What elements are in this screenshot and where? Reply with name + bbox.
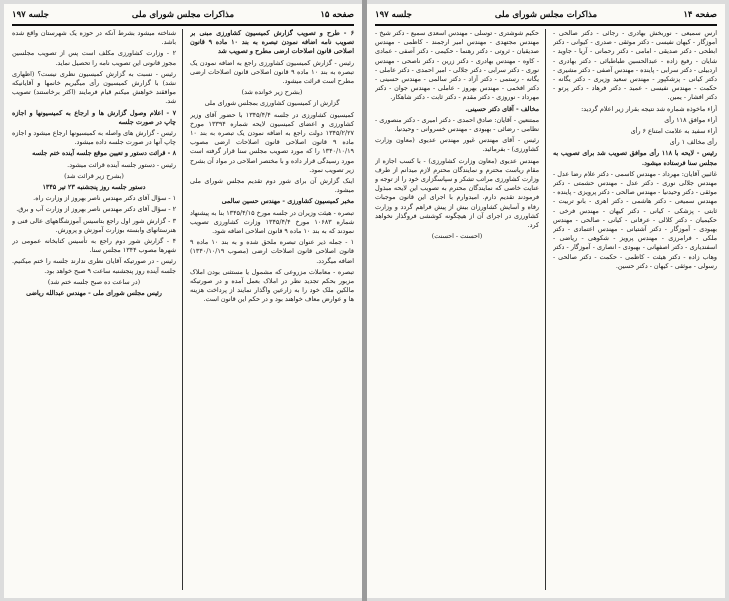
paragraph: (در ساعت ده صبح جلسه ختم شد) bbox=[47, 277, 141, 286]
paragraph: شناخته میشود بشرط آنکه در حوزه یک شهرستان واقع شده باشد. bbox=[12, 29, 176, 47]
header-rule bbox=[12, 24, 354, 26]
paragraph: آراء ماخوذه شماره شد نتیجه بقرار زیر اعلام گردید: bbox=[581, 104, 717, 113]
paragraph: مخبر کمیسیون کشاورزی - مهندس حسین سالمی bbox=[221, 197, 354, 206]
paragraph: ۲ - سؤال آقای دکتر مهندس ناصر بهروز از وزارت آب و برق. bbox=[16, 205, 176, 214]
paragraph: رأی مخالف ۱ رأی bbox=[669, 138, 717, 147]
session-number: جلسه ۱۹۷ bbox=[12, 10, 49, 20]
paragraph: ۱ - جمله ذیر عنوان تبصره ملحق شده و به بند ۱۰ ماده ۹ قانون اصلاحی قانون اصلاحات ارضی (مصوب ۱۳۴۰/۱۰/۱۹) اضافه میگردد. bbox=[190, 238, 354, 265]
paragraph: مخالف - آقای دکتر حسینی. bbox=[465, 104, 539, 113]
paragraph: ۱ - سؤال آقای دکتر مهندس ناصر بهروز از وزارت راه. bbox=[33, 194, 176, 203]
page-header bbox=[12, 10, 354, 24]
header-title: مذاکرات مجلس شورای ملی bbox=[131, 10, 235, 20]
header-rule bbox=[375, 24, 717, 26]
column-left bbox=[375, 29, 539, 592]
paragraph: رئیس - گزارش کمیسیون کشاورزی راجع به اضافه نمودن یک تبصره به بند ۱۰ ماده ۹ قانون اصلاحی قانون اصلاحات ارضی مطرح است قرائت میشود. bbox=[190, 58, 354, 86]
paragraph: (بشرح زیر قرائت شد) bbox=[64, 171, 124, 180]
paragraph: حکیم شوشتری - توسلی - مهندس اسعدی سمیع - دکتر شیخ - مهندس مجتهدی - مهندس امیر ارجمند - کاظمی - مهندس صدیقیان - ثروتی - دکتر رهنما - حکیمی - دکتر آصفی - عمادی - کاوه - مهندس بهادری - دکتر زرین - دکتر ناصحی - مهندس نوری - دکتر سرابی - دکتر جلالی - امیر احمدی - دکتر عاملی - یگانه - رستمی - دکتر آزاد - دکتر سالمی - مهندس حسینی - دکتر افخمی - مهندس بهروز - عاملی - مهندس جوان - دکتر مهرداد - نوروزی - دکتر مقدم - دکتر ثابت - دکتر شاهکار. bbox=[375, 29, 539, 102]
paragraph: ۸ - قرائت دستور و تعیین موقع جلسه آینده ختم جلسه bbox=[32, 149, 176, 158]
paragraph: کمیسیون کشاورزی در جلسه ۱۳۴۵/۴/۴ با حضور آقای وزیر کشاورزی و اعضای کمیسیون لایحه شماره ۱۳۳۹۴ مورخ ۱۳۴۵/۲/۲۷ دولت راجع به اضافه نمودن یک تبصره به بند ۱۰ ماده ۹ قانون اصلاحی قانون اصلاحات ارضی مصوب ۱۳۴۰/۱۰/۱۹ را که مورد تصویب مجلس سنا قرار گرفته است مورد رسیدگی قرار داده و با مختصر اصلاحی در مواد آن بشرح زیر تصویب نمود. bbox=[190, 110, 354, 174]
column-divider bbox=[182, 29, 183, 590]
paragraph: آراء سفید به علامت امتناع ۶ رأی bbox=[630, 127, 717, 136]
paragraph: گزارش از کمیسیون کشاورزی بمجلس شورای ملی bbox=[204, 99, 340, 108]
paragraph: غائبین آقایان: مهرداد - مهندس کاسمی - دکتر علام رضا عدل - مهندس جلالی نوری - دکتر عدل - مهندس حشمتی - دکتر موثقی - دکتر وحیدنیا - مهندس صالحی - دکتر پرویزی - پاینده - مهندس سمیعی - دکتر هاشمی - دکتر اهری - بانو تربیت - ثابتی - پزشکی - کیانی - دکتر کیهان - مهندس فرخی - حکیمیان - دکتر کلالی - عرفانی - کیانی - صالحی - مهندس بهبودی - آموزگار - دکتر آشتیانی - مهندس اعتمادی - دکتر ملکی - فرامرزی - مهندس پرویز - شکوهی - ریاضی - اسفندیاری - دکتر اصفهانی - بهبودی - انصاری - آموزگار - دکتر وهاب زاده - دکتر هیئت - کاظمی - حکمت - دکتر صالحی - رسولی - موثقی - کیهان - دکتر حسین. bbox=[553, 169, 717, 270]
paragraph: اینک گزارش آن برای شور دوم تقدیم مجلس شورای ملی میشود. bbox=[190, 177, 354, 195]
column-right bbox=[553, 29, 717, 592]
page-14 bbox=[367, 4, 725, 598]
page-header bbox=[375, 10, 717, 24]
page-number: صفحه ۱۴ bbox=[683, 10, 717, 20]
column-right bbox=[190, 29, 354, 592]
paragraph: دستور جلسه روز پنجشنبه ۲۳ تیر ۱۳۴۵ bbox=[42, 183, 146, 192]
column-left bbox=[12, 29, 176, 592]
session-number: جلسه ۱۹۷ bbox=[375, 10, 412, 20]
paragraph: رئیس - در صورتیکه آقایان نظری ندارند جلسه را ختم میکنیم. جلسه آینده روز پنجشنبه ساعت ۹ صبح خواهد بود. bbox=[12, 257, 176, 275]
paragraph: ممتنعین - آقایان: صادق احمدی - دکتر امیری - دکتر منصوری - نظامی - رضائی - بهبودی - مهندس خسروانی - وحیدنیا. bbox=[375, 115, 539, 134]
column-divider bbox=[545, 29, 546, 590]
paragraph: تبصره - هیئت وزیران در جلسه مورخ ۱۳۴۵/۴/۱۵ بنا به پیشنهاد شماره ۱۰۶۸۳ مورخ ۱۳۴۵/۴/۴ وزارت کشاورزی تصویب نمودند که به بند ۱۰ ماده ۹ قانون اصلاحی اضافه شود. bbox=[190, 208, 354, 236]
paragraph: ۷ - اعلام وصول گزارش ها و ارجاع به کمیسیونها و اجازه چاپ در صورت جلسه bbox=[12, 108, 176, 126]
paragraph: آراء موافق ۱۱۸ رأی bbox=[664, 115, 717, 124]
page-15 bbox=[4, 4, 362, 598]
paragraph: تبصره - معاملات مزروعی که مشمول یا مستثنی بودن املاک مزبور بحکم تجدید نظر در املاک بعمل آمده و در صورتیکه مالکین ملک خود را به زارعین واگذار نمایند از پرداخت هزینه ها و عوارض معاف خواهند بود و در حکم این قانون است. bbox=[190, 267, 354, 304]
paragraph: ۲ - وزارت کشاورزی مکلف است پس از تصویب مجلسین مجوز قانونی این تصویب نامه را تحصیل نماید. bbox=[12, 49, 176, 67]
paragraph: مهندس عدیوی (معاون وزارت کشاورزی) - با کسب اجازه از مقام ریاست محترم و نمایندگان محترم لازم میدانم از طرف وزارت کشاورزی مراتب تشکر و سپاسگزاری خود را از توجه و عنایت خاصی که نمایندگان محترم به تصویب این لایحه مبذول فرمودند تقدیم دارم. امیدوارم با اجرای این قانون موجبات رفاه و آسایش کشاورزان بیش از پیش فراهم گردد و وزارت کشاورزی در اجرای آن از هیچگونه کوششی فروگذار نخواهد کرد. bbox=[375, 156, 539, 230]
signature: رئیس مجلس شورای ملی - مهندس عبدالله ریاضی bbox=[26, 289, 162, 298]
paragraph: رئیس - آقای مهندس غیور مهندس عدیوی (معاون وزارت کشاورزی) - بفرمائید. bbox=[375, 136, 539, 154]
paragraph: رئیس - گزارش های واصله به کمیسیونها ارجاع میشود و اجازه چاپ آنها در صورت جلسه داده میشود. bbox=[12, 129, 176, 147]
paragraph: ۳ - گزارش شور اول راجع بتاسیس آموزشگاههای عالی فنی و هنرستانهای وابسته بوزارت آموزش و پرورش. bbox=[12, 216, 176, 234]
paragraph: (احسنت - احسنت) bbox=[431, 232, 483, 241]
paragraph: ۶ - طرح و تصویب گزارش کمیسیون کشاورزی مبنی بر تصویب نامه اضافه نمودن تبصره به بند ۱۰ ماده ۹ قانون اصلاحی قانون اصلاحات ارضی مطرح و تصویب شد bbox=[190, 29, 354, 56]
paragraph: (بشرح زیر خوانده شد) bbox=[241, 88, 303, 97]
header-title: مذاکرات مجلس شورای ملی bbox=[494, 10, 598, 20]
paragraph: رئیس - لایحه با ۱۱۸ رأی موافق تصویب شد برای تصویب به مجلس سنا فرستاده میشود. bbox=[553, 149, 717, 167]
paragraph: ارس سمیعی - نوربخش بهادری - رجائی - دکتر صالحی - آموزگار - کیهان نفیسی - دکتر موثقی - صدری - کیوانی - دکتر ابطحی - دکتر صدیقی - امامی - دکتر رحمانی - آریا - جاوید - شایان - رفیع زاده - عبدالحسین طباطبائی - دکتر بهادری - اردبیلی - دکتر سرابی - پاینده - مهندس آصفی - دکتر مشیری - دکتر کیانی - پزشکپور - مهندس سعید وزیری - دکتر یگانه - حکمت - مهندس نفیسی - عمید - دکتر فرهاد - دکتر پرتو - دکتر افشار - یمین. bbox=[553, 29, 717, 102]
paragraph: ۴ - گزارش شور دوم راجع به تأسیس کتابخانه عمومی در شهرها مصوب ۱۳۴۴ مجلس سنا. bbox=[12, 237, 176, 255]
paragraph: رئیس - دستور جلسه آینده قرائت میشود. bbox=[67, 160, 176, 169]
page-number: صفحه ۱۵ bbox=[320, 10, 354, 20]
paragraph: رئیس - نسبت به گزارش کمیسیون نظری نیست؟ (اظهاری نشد) با گزارش کمیسیون رأی میگیریم خانمها و آقایانیکه موافقند خواهش میکنم قیام فرمایند (اکثر برخاستند) تصویب شد. bbox=[12, 69, 176, 106]
